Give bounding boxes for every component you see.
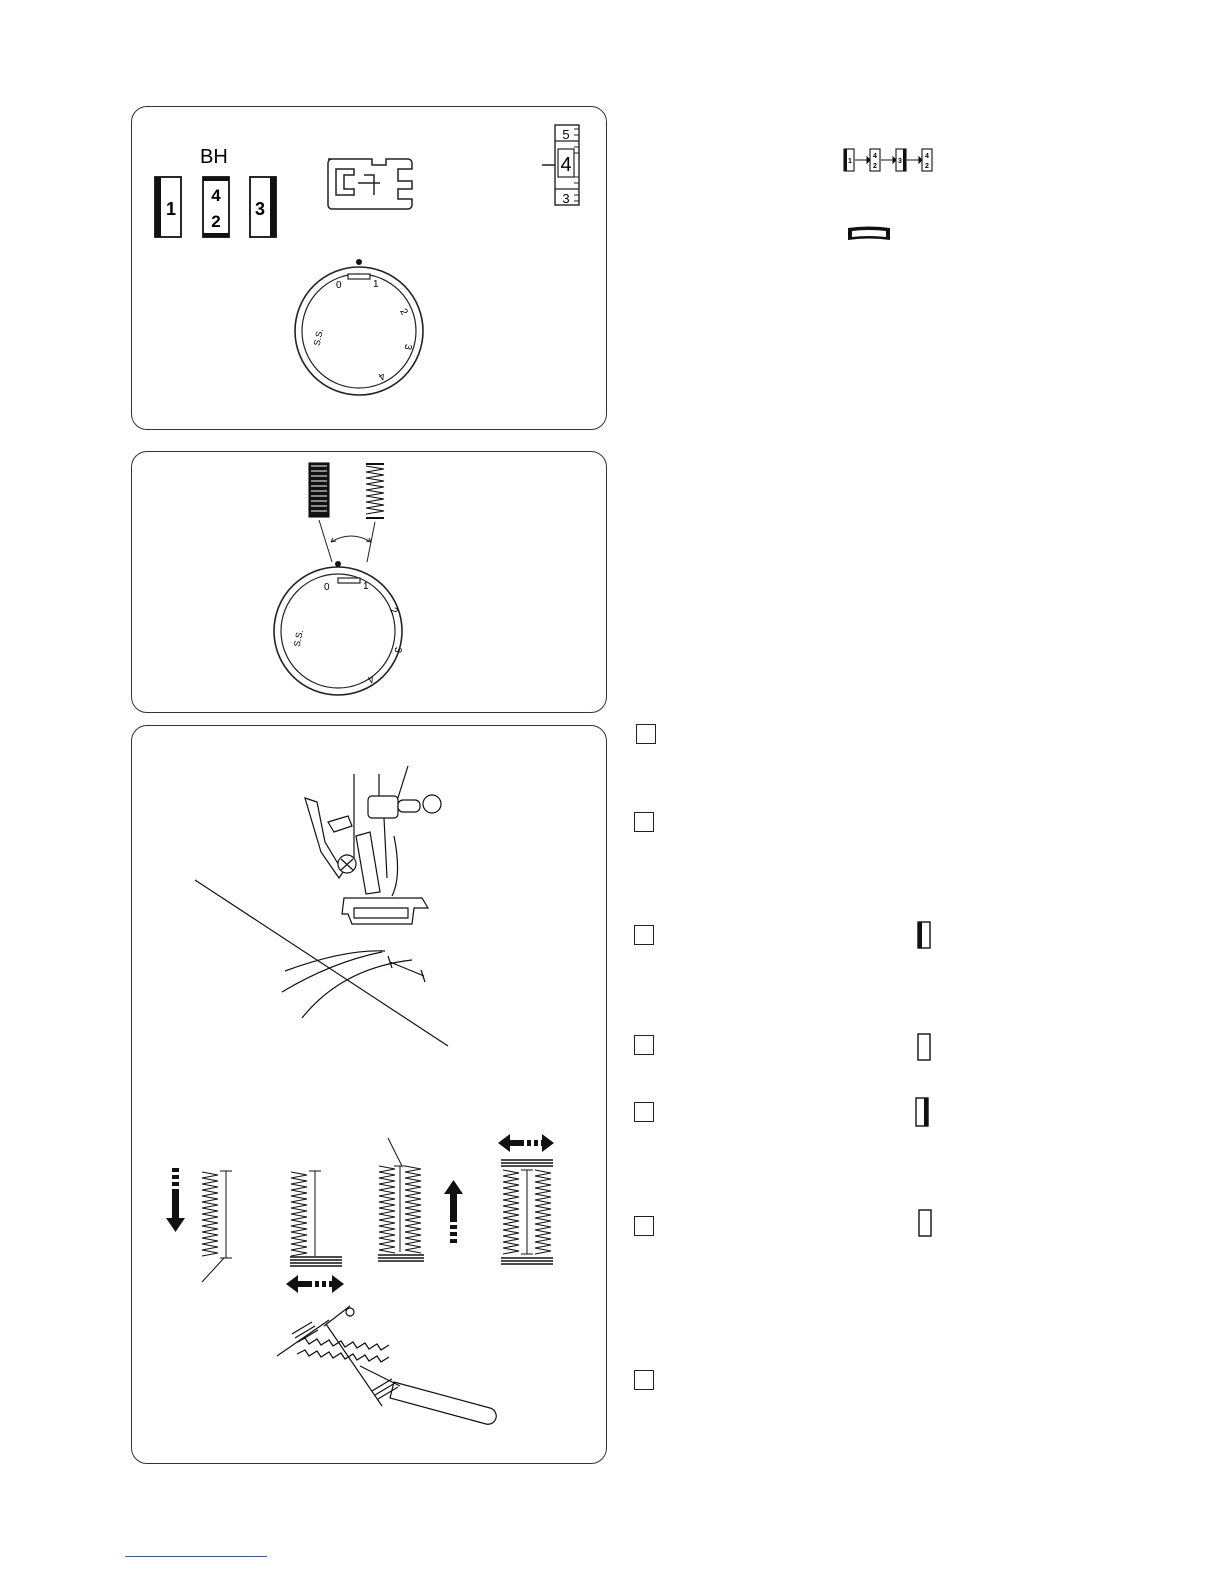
step-3-checkbox [634,925,654,945]
key-1-icon [916,920,934,950]
buttonhole-foot-icon [305,766,441,924]
bh-label: BH [200,146,228,168]
step-key-1 [155,177,181,237]
dense-stitch-sample [309,463,329,517]
adjust-range-lines [319,520,375,562]
seq-key-2a: 2 [873,163,877,170]
dial-num-0: 0 [336,280,342,291]
dial-setting-panel [131,106,607,430]
stitch-density-panel [131,451,607,713]
key-4-2-icon-2 [917,1208,935,1238]
footer-rule [125,1556,267,1557]
stitch-width-dial [274,561,403,695]
stitch-density-illustration [132,452,607,713]
step-7-checkbox [634,1370,654,1390]
buttonhole-step-bar-tack-1 [290,1171,342,1266]
arrow-left-right-icon [498,1134,554,1152]
step-5-checkbox [634,1102,654,1122]
buttonhole-shape-icon [846,226,892,242]
loose-stitch-sample [366,464,384,518]
arrow-left-right-icon [286,1275,344,1293]
buttonhole-sewing-panel [131,725,607,1464]
key-3-label: 3 [254,199,266,219]
buttonhole-foot-icon [328,159,412,209]
seam-ripper-icon [277,1306,496,1424]
dial-num-3: 3 [391,646,404,654]
dial-num-4: 4 [365,672,376,685]
dial-ss-label: S.S. [291,628,305,648]
step-4-checkbox [634,1035,654,1055]
scale-mark-3: 3 [562,191,570,206]
buttonhole-step-left-row [202,1171,232,1282]
step-sequence-icon [843,147,935,173]
buttonhole-step-right-row [378,1138,424,1261]
step-6-checkbox [634,1216,654,1236]
seq-key-2b: 2 [925,163,929,170]
buttonhole-step-bar-tack-2 [501,1160,553,1264]
step-2-checkbox [634,812,654,832]
seq-key-4a: 4 [873,153,877,160]
dial-num-2: 2 [387,605,400,617]
step-key-3 [250,177,276,237]
stitch-length-scale [542,125,579,206]
arrow-down-icon [166,1168,185,1232]
seq-key-4b: 4 [925,153,929,160]
dial-ss-label: S.S. [311,327,325,347]
key-2-label: 2 [211,212,221,231]
dial-num-3: 3 [401,343,414,351]
dial-num-2: 2 [397,306,410,318]
key-4-2-icon [916,1032,934,1062]
key-1-label: 1 [165,199,177,219]
scale-mark-4: 4 [560,154,572,176]
seq-key-1: 1 [848,158,852,165]
dial-setting-illustration [132,107,607,430]
seq-key-3: 3 [898,158,902,165]
dial-num-4: 4 [376,369,387,382]
scale-mark-5: 5 [562,127,570,142]
step-1-checkbox [636,724,656,744]
dial-num-1: 1 [363,581,369,592]
step-key-4-2 [203,177,229,237]
key-4-label: 4 [211,186,221,205]
stitch-width-dial [295,259,423,395]
dial-num-0: 0 [324,582,330,593]
key-3-icon [914,1096,932,1128]
buttonhole-sewing-illustration [132,726,607,1464]
dial-num-1: 1 [373,279,379,290]
arrow-up-icon [444,1180,463,1243]
distance-marker [388,956,425,982]
